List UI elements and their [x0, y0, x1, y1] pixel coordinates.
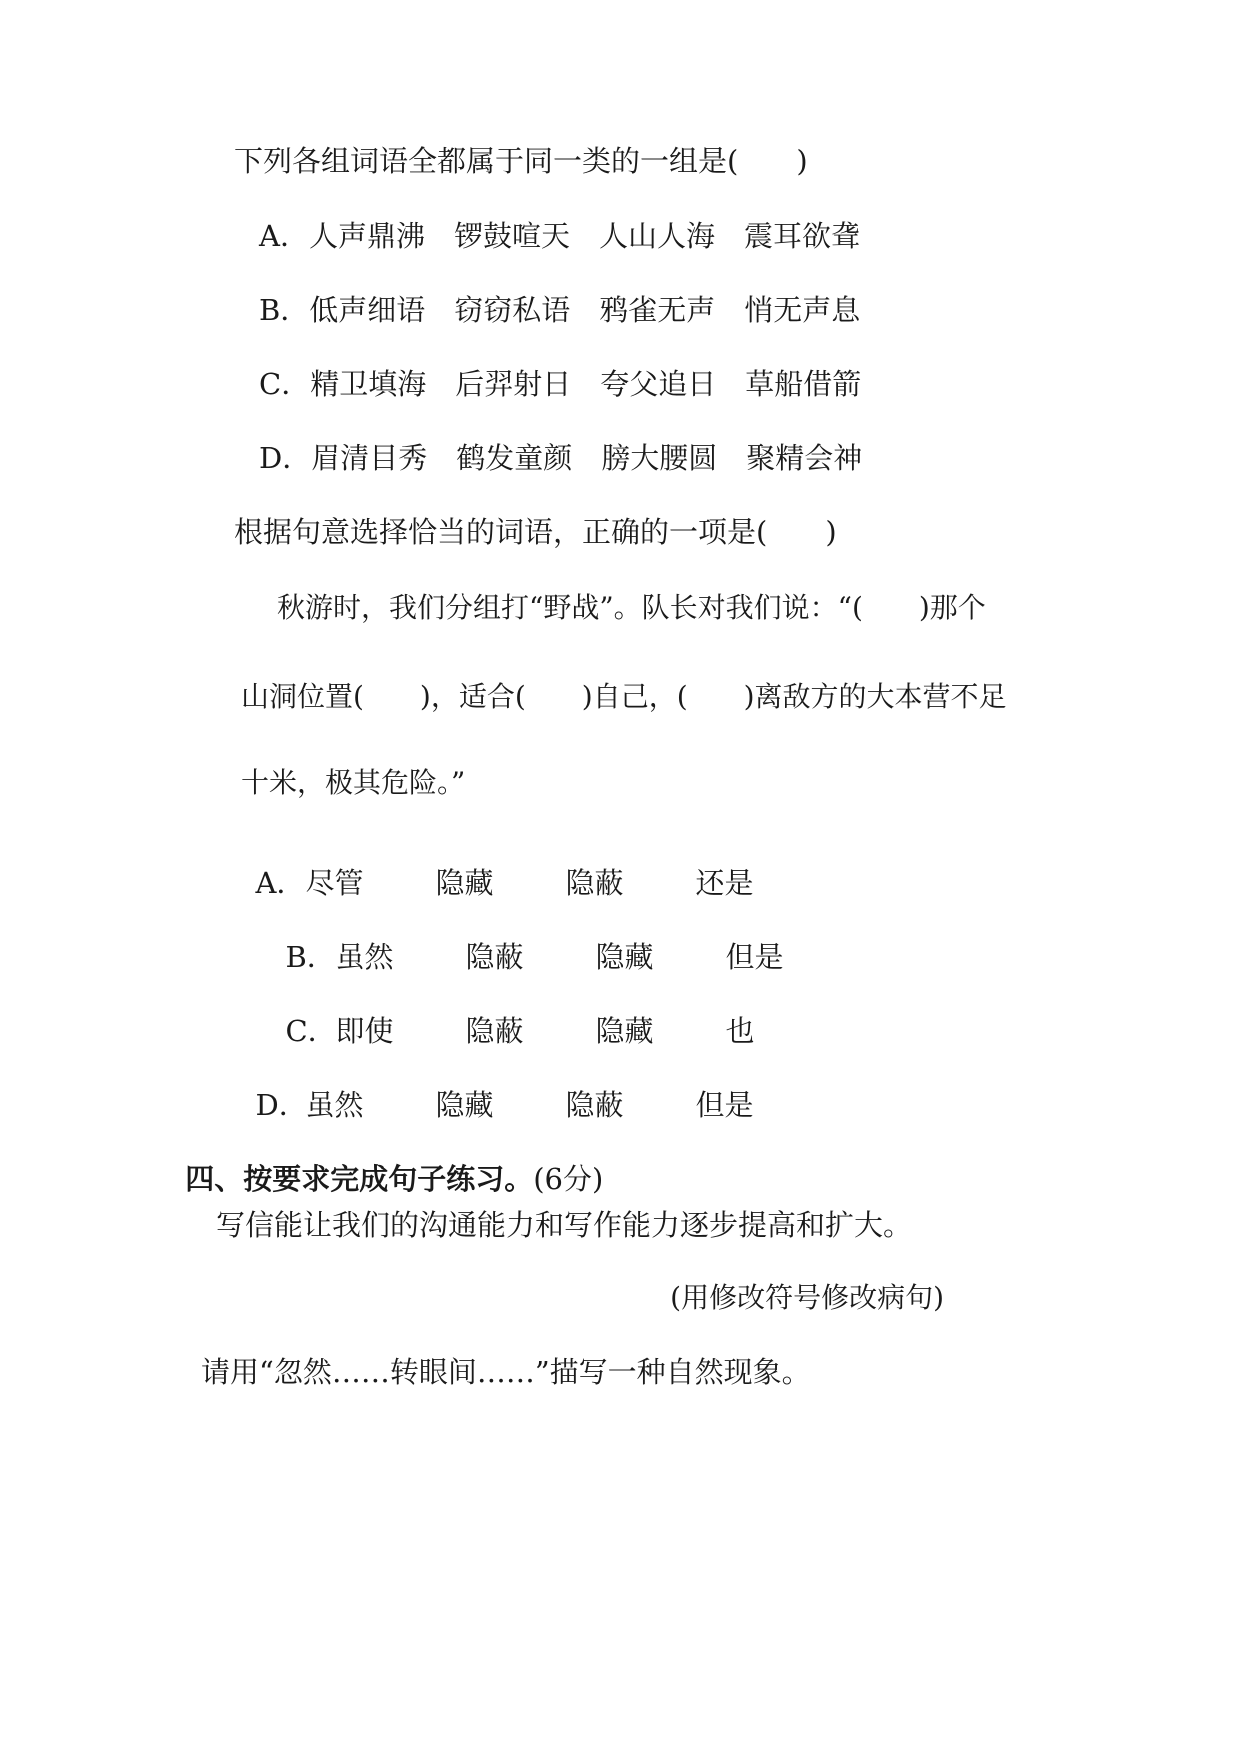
option-word: 但是 — [725, 940, 784, 974]
option-word: 隐蔽 — [565, 866, 624, 900]
option-a — [237, 840, 753, 898]
section-heading — [165, 1136, 603, 1194]
instruction-note: (用修改符号修改病句) — [670, 1281, 944, 1314]
section-score: (6分) — [533, 1162, 604, 1196]
option-b — [267, 914, 783, 972]
option-word: 还是 — [695, 866, 754, 900]
option-c — [267, 988, 754, 1046]
option-d — [237, 1062, 753, 1120]
option-word: 隐蔽 — [465, 940, 524, 974]
passage-line: 十米，极其危险。” — [241, 766, 466, 799]
option-word: 隐蔽 — [565, 1088, 624, 1122]
option-a: A．人声鼎沸 锣鼓喧天 人山人海 震耳欲聋 — [259, 219, 860, 253]
question-stem: 下列各组词语全都属于同一类的一组是( ) — [234, 144, 808, 178]
sentence-item: 请用“忽然……转眼间……”描写一种自然现象。 — [201, 1355, 811, 1389]
sentence-item: 写信能让我们的沟通能力和写作能力逐步提高和扩大。 — [216, 1208, 913, 1242]
option-word: 虽然 — [335, 940, 394, 974]
option-letter: A． — [255, 866, 306, 900]
option-word: 尽管 — [305, 866, 364, 900]
option-word: 隐蔽 — [465, 1014, 524, 1048]
option-word: 也 — [725, 1014, 755, 1048]
option-letter: D． — [255, 1088, 308, 1122]
option-word: 但是 — [695, 1088, 754, 1122]
option-b: B．低声细语 窃窃私语 鸦雀无声 悄无声息 — [259, 293, 861, 327]
option-letter: C． — [285, 1014, 337, 1048]
passage-line: 山洞位置( )，适合( )自己，( )离敌方的大本营不足 — [241, 680, 1007, 713]
option-word: 虽然 — [305, 1088, 364, 1122]
option-word: 隐藏 — [595, 940, 654, 974]
question-stem: 根据句意选择恰当的词语，正确的一项是( ) — [234, 515, 837, 549]
option-letter: B． — [285, 940, 336, 974]
option-word: 即使 — [335, 1014, 394, 1048]
option-word: 隐藏 — [435, 866, 494, 900]
passage-line: 秋游时，我们分组打“野战”。队长对我们说：“( )那个 — [277, 591, 986, 624]
option-d: D．眉清目秀 鹤发童颜 膀大腰圆 聚精会神 — [259, 441, 863, 475]
option-c: C．精卫填海 后羿射日 夸父追日 草船借箭 — [259, 367, 862, 401]
section-title: 四、按要求完成句子练习。 — [185, 1162, 534, 1196]
option-word: 隐藏 — [435, 1088, 494, 1122]
option-word: 隐藏 — [595, 1014, 654, 1048]
